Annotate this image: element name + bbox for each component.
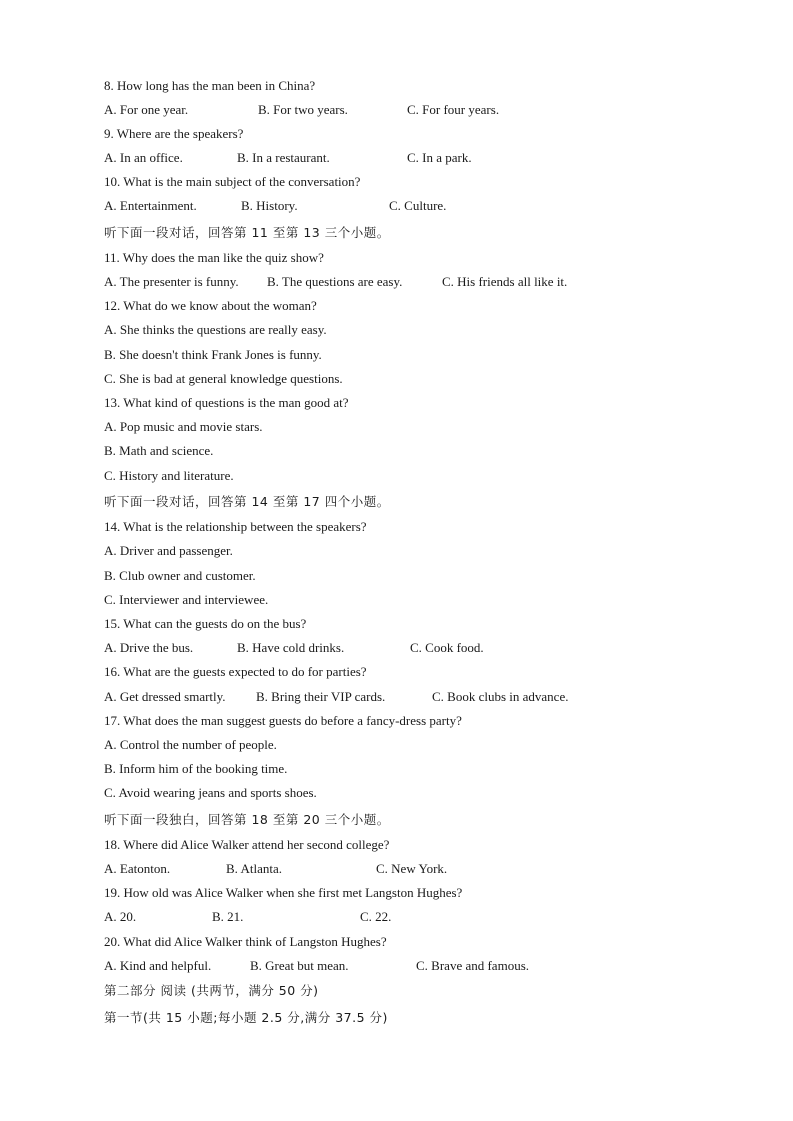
section-instruction-11-13: 听下面一段对话，回答第 11 至第 13 三个小题。: [104, 225, 390, 240]
option-a: A. Kind and helpful.: [104, 958, 212, 973]
option-a: A. For one year.: [104, 102, 189, 117]
option-c: C. New York.: [376, 861, 448, 876]
option-b: B. Great but mean.: [250, 958, 349, 973]
question-17-option-b: B. Inform him of the booking time.: [104, 761, 288, 776]
option-b: B. In a restaurant.: [237, 150, 330, 165]
question-14-option-c: C. Interviewer and interviewee.: [104, 592, 269, 607]
option-b: B. The questions are easy.: [267, 274, 403, 289]
question-12-option-b: B. She doesn't think Frank Jones is funny.: [104, 347, 322, 362]
part-two-heading: 第二部分 阅读 (共两节，满分 50 分): [104, 983, 319, 998]
question-13-stem: 13. What kind of questions is the man good at?: [104, 395, 349, 410]
part-two-section-one-heading: 第一节(共 15 小题;每小题 2.5 分,满分 37.5 分): [104, 1010, 388, 1025]
question-18-stem: 18. Where did Alice Walker attend her second college?: [104, 837, 390, 852]
question-13-option-b: B. Math and science.: [104, 443, 214, 458]
question-9-stem: 9. Where are the speakers?: [104, 126, 244, 141]
section-instruction-18-20: 听下面一段独白，回答第 18 至第 20 三个小题。: [104, 812, 390, 827]
question-14-option-a: A. Driver and passenger.: [104, 543, 233, 558]
question-12-stem: 12. What do we know about the woman?: [104, 298, 317, 313]
option-a: A. Entertainment.: [104, 198, 197, 213]
option-a: A. In an office.: [104, 150, 183, 165]
option-b: B. Bring their VIP cards.: [256, 689, 386, 704]
question-14-option-b: B. Club owner and customer.: [104, 568, 256, 583]
option-a: A. Drive the bus.: [104, 640, 194, 655]
question-16-stem: 16. What are the guests expected to do for parties?: [104, 664, 367, 679]
question-8-stem: 8. How long has the man been in China?: [104, 78, 316, 93]
option-c: C. Cook food.: [410, 640, 484, 655]
question-15-stem: 15. What can the guests do on the bus?: [104, 616, 307, 631]
question-17-option-a: A. Control the number of people.: [104, 737, 277, 752]
question-11-stem: 11. Why does the man like the quiz show?: [104, 250, 324, 265]
option-c: C. 22.: [360, 909, 392, 924]
question-17-option-c: C. Avoid wearing jeans and sports shoes.: [104, 785, 317, 800]
question-19-stem: 19. How old was Alice Walker when she first met Langston Hughes?: [104, 885, 463, 900]
question-12-option-a: A. She thinks the questions are really easy.: [104, 322, 327, 337]
question-17-stem: 17. What does the man suggest guests do before a fancy-dress party?: [104, 713, 462, 728]
option-c: C. In a park.: [407, 150, 472, 165]
question-20-stem: 20. What did Alice Walker think of Langston Hughes?: [104, 934, 387, 949]
option-a: A. Eatonton.: [104, 861, 171, 876]
option-b: B. 21.: [212, 909, 244, 924]
section-instruction-14-17: 听下面一段对话，回答第 14 至第 17 四个小题。: [104, 494, 390, 509]
question-12-option-c: C. She is bad at general knowledge questions.: [104, 371, 343, 386]
option-b: B. For two years.: [258, 102, 348, 117]
question-13-option-c: C. History and literature.: [104, 468, 234, 483]
question-14-stem: 14. What is the relationship between the speakers?: [104, 519, 367, 534]
option-a: A. Get dressed smartly.: [104, 689, 226, 704]
option-b: B. Have cold drinks.: [237, 640, 345, 655]
option-c: C. Brave and famous.: [416, 958, 530, 973]
question-13-option-a: A. Pop music and movie stars.: [104, 419, 263, 434]
option-a: A. 20.: [104, 909, 137, 924]
option-b: B. History.: [241, 198, 298, 213]
option-c: C. Culture.: [389, 198, 447, 213]
question-10-stem: 10. What is the main subject of the conversation?: [104, 174, 361, 189]
option-b: B. Atlanta.: [226, 861, 282, 876]
option-c: C. Book clubs in advance.: [432, 689, 569, 704]
option-c: C. For four years.: [407, 102, 500, 117]
option-c: C. His friends all like it.: [442, 274, 568, 289]
option-a: A. The presenter is funny.: [104, 274, 239, 289]
